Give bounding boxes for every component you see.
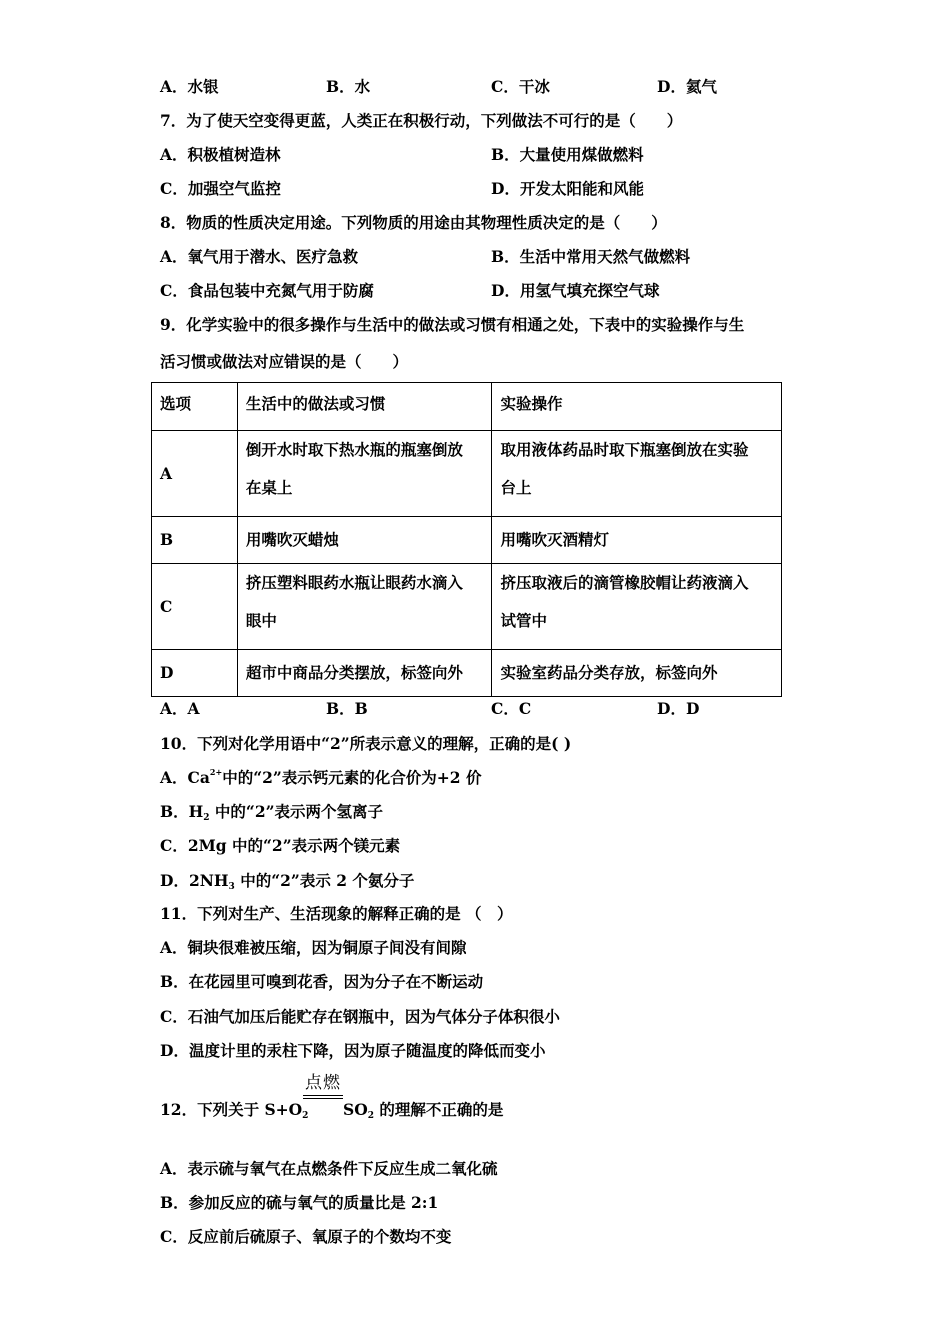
row-lab: 用嘴吹灭酒精灯 xyxy=(492,517,782,564)
q10-option-c: C．2Mg 中的“2”表示两个镁元素 xyxy=(160,836,401,855)
q7-option-a: A．积极植树造林 xyxy=(160,145,281,164)
row-lab-line: 取用液体药品时取下瓶塞倒放在实验 xyxy=(500,440,749,459)
q11-option-d: D．温度计里的汞柱下降，因为原子随温度的降低而变小 xyxy=(160,1041,546,1060)
row-life: 用嘴吹灭蜡烛 xyxy=(237,517,492,564)
q12-option-c: C．反应前后硫原子、氧原子的个数均不变 xyxy=(160,1227,452,1246)
q10-stem: 10．下列对化学用语中“2”所表示意义的理解，正确的是( ) xyxy=(160,734,572,753)
row-lab xyxy=(492,564,782,650)
row-option: C xyxy=(152,564,238,650)
row-lab: 实验室药品分类存放，标签向外 xyxy=(492,650,782,697)
header-life: 生活中的做法或习惯 xyxy=(237,383,492,431)
q8-option-a: A．氧气用于潜水、医疗急救 xyxy=(160,247,359,266)
header-lab: 实验操作 xyxy=(492,383,782,431)
q9-option-a: A．A xyxy=(160,699,200,718)
q7-stem: 7．为了使天空变得更蓝，人类正在积极行动，下列做法不可行的是（ ） xyxy=(160,111,683,130)
q11-option-c: C．石油气加压后能贮存在钢瓶中，因为气体分子体积很小 xyxy=(160,1007,560,1026)
q9-option-b: B．B xyxy=(326,699,368,718)
q6-option-a: A．水银 xyxy=(160,77,219,96)
table-row xyxy=(152,517,782,564)
table-row xyxy=(152,564,782,650)
q11-option-a: A．铜块很难被压缩，因为铜原子间没有间隙 xyxy=(160,938,467,957)
q11-stem: 11．下列对生产、生活现象的解释正确的是 （ ） xyxy=(160,904,513,923)
q10-option-a: A．$Ca^{2+}$中的“2”表示钙元素的化合价为+2 价 xyxy=(160,767,482,787)
q9-option-d: D．D xyxy=(657,699,700,718)
row-life-line: 在桌上 xyxy=(245,478,293,497)
row-life xyxy=(237,431,492,517)
q12-option-a: A．表示硫与氧气在点燃条件下反应生成二氧化硫 xyxy=(160,1159,498,1178)
q9-table xyxy=(151,382,782,697)
row-option: B xyxy=(152,517,238,564)
table-row xyxy=(152,431,782,517)
q8-option-b: B．生活中常用天然气做燃料 xyxy=(491,247,691,266)
row-life: 超市中商品分类摆放，标签向外 xyxy=(237,650,492,697)
row-life-line: 眼中 xyxy=(245,611,277,630)
row-lab-line: 挤压取液后的滴管橡胶帽让药液滴入 xyxy=(500,573,749,592)
q9-stem-line2: 活习惯或做法对应错误的是（ ） xyxy=(160,352,409,371)
header-option: 选项 xyxy=(152,383,238,431)
q12-reaction-condition: 点燃 xyxy=(303,1073,343,1099)
q9-stem-line1: 9．化学实验中的很多操作与生活中的做法或习惯有相通之处，下表中的实验操作与生 xyxy=(160,315,745,334)
q11-option-b: B．在花园里可嗅到花香，因为分子在不断运动 xyxy=(160,972,484,991)
table-row xyxy=(152,650,782,697)
q8-option-d: D．用氢气填充探空气球 xyxy=(491,281,660,300)
row-life xyxy=(237,564,492,650)
row-life-line: 倒开水时取下热水瓶的瓶塞倒放 xyxy=(245,440,463,459)
row-option: A xyxy=(152,431,238,517)
q8-stem: 8．物质的性质决定用途。下列物质的用途由其物理性质决定的是（ ） xyxy=(160,213,667,232)
q7-option-d: D．开发太阳能和风能 xyxy=(491,179,644,198)
q10-option-b: B．$H_2$ 中的“2”表示两个氢离子 xyxy=(160,802,384,823)
q12-stem-suffix: $SO_2$ 的理解不正确的是 xyxy=(343,1100,504,1121)
q6-option-d: D．氦气 xyxy=(657,77,717,96)
q10-option-d: D．$2NH_3$ 中的“2”表示 2 个氨分子 xyxy=(160,871,415,892)
row-lab-line: 台上 xyxy=(500,478,532,497)
q12-stem-prefix: 12．下列关于 $S+O_2$ xyxy=(160,1100,309,1121)
row-option: D xyxy=(152,650,238,697)
q7-option-b: B．大量使用煤做燃料 xyxy=(491,145,644,164)
q6-option-b: B．水 xyxy=(326,77,371,96)
q6-option-c: C．干冰 xyxy=(491,77,550,96)
q8-option-c: C．食品包装中充氮气用于防腐 xyxy=(160,281,374,300)
row-life-line: 挤压塑料眼药水瓶让眼药水滴入 xyxy=(245,573,463,592)
row-lab xyxy=(492,431,782,517)
q9-option-c: C．C xyxy=(491,699,532,718)
row-lab-line: 试管中 xyxy=(500,611,547,630)
q7-option-c: C．加强空气监控 xyxy=(160,179,281,198)
q12-option-b: B．参加反应的硫与氧气的质量比是 2:1 xyxy=(160,1193,439,1212)
table-header-row xyxy=(152,383,782,431)
